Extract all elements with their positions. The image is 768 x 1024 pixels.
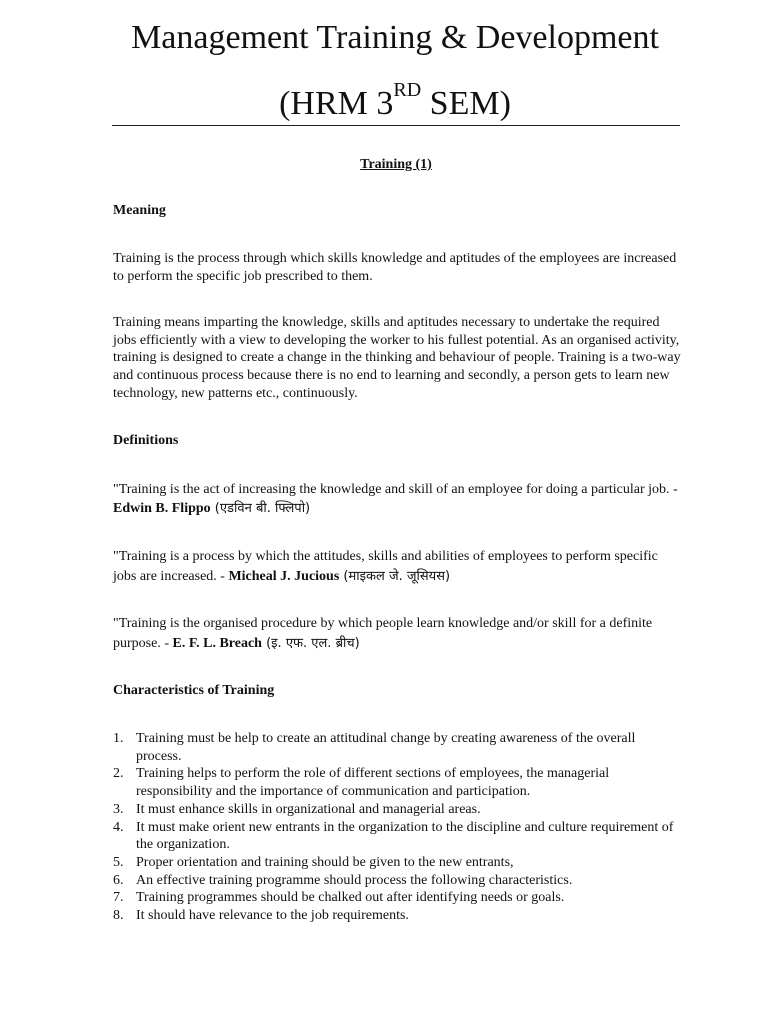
list-item-text: Training must be help to create an attitudinal change by creating awareness of the overall process. — [136, 731, 636, 764]
list-item — [113, 907, 683, 925]
list-item — [113, 801, 683, 819]
list-item — [113, 854, 683, 872]
meaning-paragraph-2: Training means imparting the knowledge, skills and aptitudes necessary to undertake the required jobs efficiently with a view to developing the worker to his fullest potential. As an organised activity, training is designed to create a change in the thinking and behaviour of people. Training is a two-way and continuous process because there is no end to learning and secondly, a person gets to learn new technology, new patterns etc., continuously. — [113, 315, 681, 401]
list-item-number: 4. — [113, 819, 124, 835]
list-item-text: Training helps to perform the role of different sections of employees, the managerial responsibility and the importance of communication and participation. — [136, 766, 610, 800]
title-divider — [112, 125, 680, 126]
list-item-number: 2. — [113, 766, 124, 782]
list-item — [113, 730, 683, 765]
list-item-number: 7. — [113, 890, 124, 906]
definition-item — [113, 547, 683, 587]
document-title: Management Training & Development — [131, 19, 659, 56]
list-item-text: An effective training programme should process the following characteristics. — [136, 872, 573, 888]
subtitle-suffix: SEM) — [421, 85, 511, 122]
definition-text: "Training is a process by which the attitudes, skills and abilities of employees to perform specific jobs are increased. - — [113, 549, 658, 584]
list-item-number: 3. — [113, 801, 124, 817]
definition-author: E. F. L. Breach — [172, 636, 262, 651]
list-item-text: Proper orientation and training should be given to the new entrants, — [136, 854, 514, 870]
definition-text: "Training is the act of increasing the knowledge and skill of an employee for doing a particular job. - — [113, 482, 678, 497]
definition-author-hindi: (एडविन बी. फ्लिपो) — [210, 501, 311, 516]
characteristics-list — [113, 730, 683, 925]
list-item — [113, 872, 683, 890]
list-item — [113, 765, 683, 800]
meaning-heading: Meaning — [113, 203, 166, 218]
list-item-number: 1. — [113, 731, 124, 746]
definition-author-hindi: (माइकल जे. जूसियस) — [339, 569, 451, 584]
list-item — [113, 889, 683, 907]
list-item — [113, 819, 683, 854]
list-item-number: 8. — [113, 908, 124, 924]
list-item-text: Training programmes should be chalked out after identifying needs or goals. — [136, 890, 565, 906]
list-item-text: It must enhance skills in organizational and managerial areas. — [136, 801, 481, 817]
definition-text: "Training is the organised procedure by which people learn knowledge and/or skill for a definite purpose. - — [113, 616, 653, 651]
definition-author: Micheal J. Jucious — [228, 569, 340, 584]
list-item-number: 6. — [113, 872, 124, 888]
meaning-paragraph-1: Training is the process through which skills knowledge and aptitudes of the employees are increased to perform the specific job prescribed to them. — [113, 251, 677, 284]
list-item-text: It should have relevance to the job requirements. — [136, 908, 409, 924]
list-item-number: 5. — [113, 854, 124, 870]
document-subtitle — [0, 79, 768, 124]
definition-item — [113, 480, 683, 518]
section-title: Training (1) — [360, 157, 432, 172]
subtitle-superscript: RD — [393, 79, 422, 101]
definition-item — [113, 614, 683, 654]
list-item-text: It must make orient new entrants in the organization to the discipline and culture requirement of the organization. — [136, 819, 674, 853]
characteristics-heading: Characteristics of Training — [113, 683, 275, 698]
definition-author: Edwin B. Flippo — [113, 501, 211, 516]
definition-author-hindi: (इ. एफ. एल. ब्रीच) — [261, 636, 360, 651]
definitions-heading: Definitions — [113, 433, 179, 448]
subtitle-prefix: (HRM 3 — [279, 85, 394, 122]
